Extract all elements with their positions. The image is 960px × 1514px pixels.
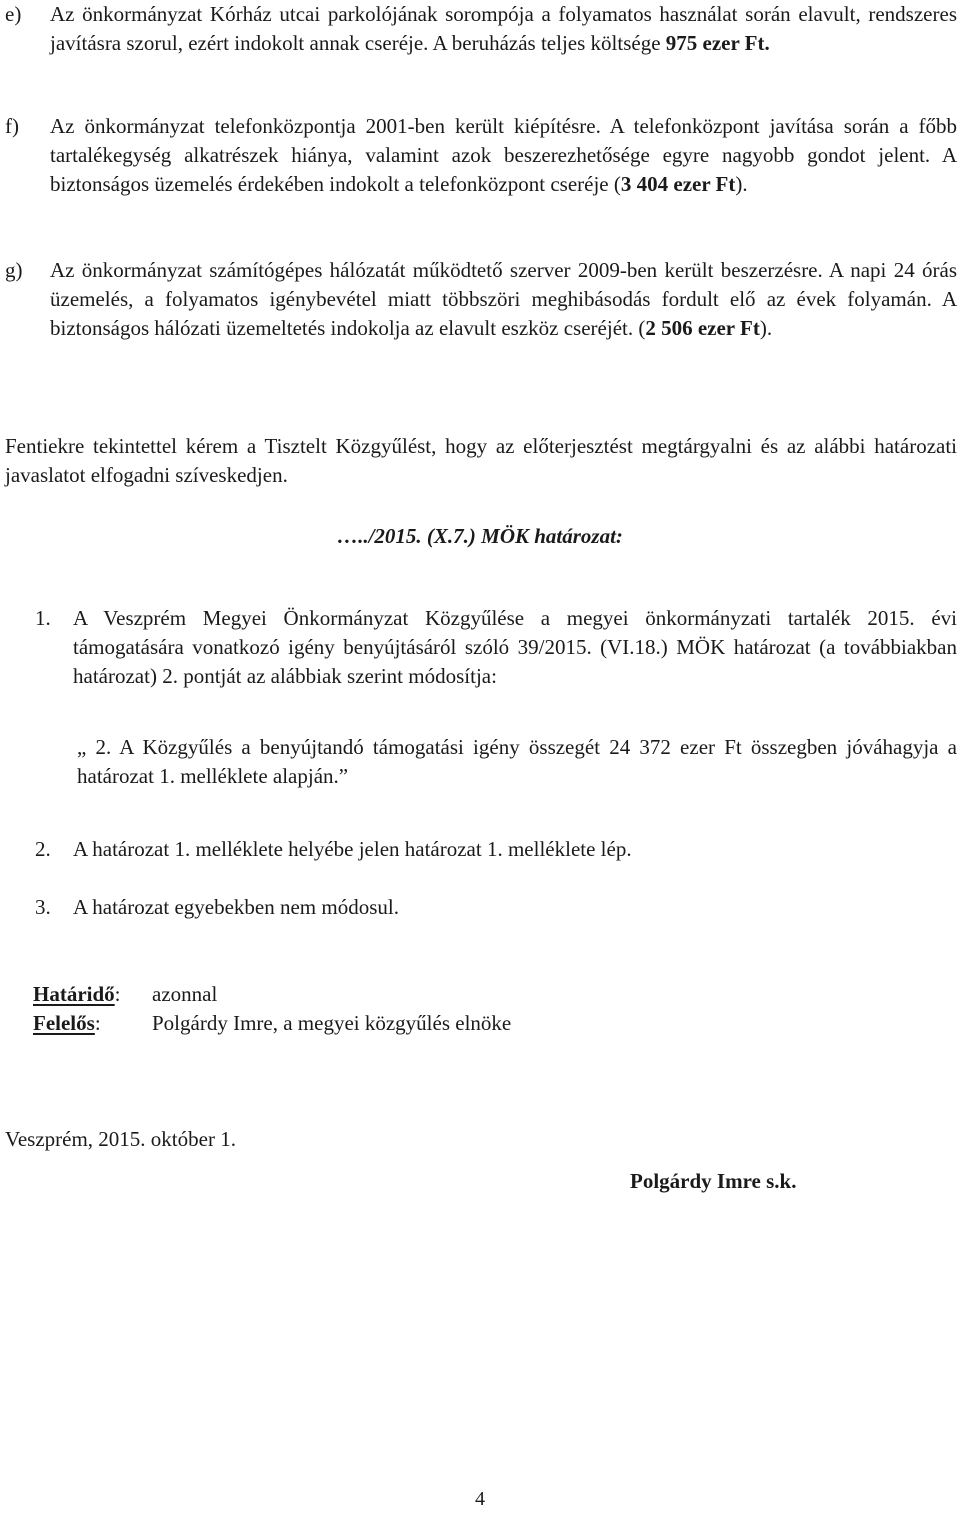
responsible-row: Felelős: Polgárdy Imre, a megyei közgyűlés elnöke (33, 1009, 101, 1038)
list-item-e (5, 0, 957, 58)
point-text: A Veszprém Megyei Önkormányzat Közgyűlése a megyei önkormányzati tartalék 2015. évi támogatására vonatkozó igény benyújtásáról szóló 39/2015. (VI.18.) MÖK határozat (a továbbiakban határozat) 2. pontját az alábbiak szerint módosítja: (73, 606, 957, 688)
amount: 2 506 ezer Ft (645, 316, 760, 340)
signature: Polgárdy Imre s.k. (630, 1169, 797, 1193)
resolution-title: …../2015. (X.7.) MÖK határozat: (337, 524, 623, 548)
responsible-label: Felelős (33, 1011, 95, 1035)
quoted-amendment: „ 2. A Közgyűlés a benyújtandó támogatási igény összegét 24 372 ezer Ft összegben jóváhagyja a határozat 1. melléklete alapján.” (77, 735, 957, 788)
resolution-point-3 (5, 893, 957, 922)
amount: 3 404 ezer Ft (620, 172, 736, 196)
point-text: A határozat egyebekben nem módosul. (73, 895, 399, 919)
responsible-value: Polgárdy Imre, a megyei közgyűlés elnöke (152, 1011, 512, 1035)
point-number: 1. (35, 606, 51, 630)
point-text: A határozat 1. melléklete helyébe jelen határozat 1. melléklete lép. (73, 837, 632, 861)
deadline-label: Határidő (33, 982, 115, 1006)
list-item-text: Az önkormányzat Kórház utcai parkolójának sorompója a folyamatos használat során elavult, rendszeres javításra szorul, ezért indokolt annak cseréje. A beruházás teljes költsége 975 ezer Ft. (50, 2, 957, 55)
list-item-f (5, 112, 957, 199)
place-date: Veszprém, 2015. október 1. (5, 1127, 236, 1151)
point-number: 3. (35, 895, 51, 919)
resolution-point-1 (5, 604, 957, 691)
point-number: 2. (35, 837, 51, 861)
list-marker: g) (5, 258, 23, 282)
deadline-row: Határidő: azonnal (33, 980, 121, 1009)
resolution-point-2 (5, 835, 957, 864)
deadline-value: azonnal (152, 982, 218, 1006)
list-marker: e) (5, 2, 22, 26)
intro-paragraph: Fentiekre tekintettel kérem a Tisztelt Közgyűlést, hogy az előterjesztést megtárgyalni és az alábbi határozati javaslatot elfogadni szíveskedjen. (5, 434, 957, 487)
list-item-text: Az önkormányzat telefonközpontja 2001-ben került kiépítésre. A telefonközpont javítása során a főbb tartalékegység alkatrészek hiánya, valamint azok beszerezhetősége egyre nagyobb gondot jelent. A biztonságos üzemelés érdekében indokolt a telefonközpont cseréje (3 404 ezer Ft). (50, 114, 957, 196)
amount: 975 ezer Ft. (665, 31, 770, 55)
page-number: 4 (475, 1488, 485, 1510)
list-marker: f) (5, 114, 19, 138)
list-item-g (5, 256, 957, 343)
list-item-text: Az önkormányzat számítógépes hálózatát működtető szerver 2009-ben került beszerzésre. A napi 24 órás üzemelés, a folyamatos igénybevétel miatt többszöri meghibásodás fordult elő az évek folyamán. A biztonságos hálózati üzemeltetés indokolja az elavult eszköz cseréjét. (2 506 ezer Ft). (50, 258, 957, 340)
